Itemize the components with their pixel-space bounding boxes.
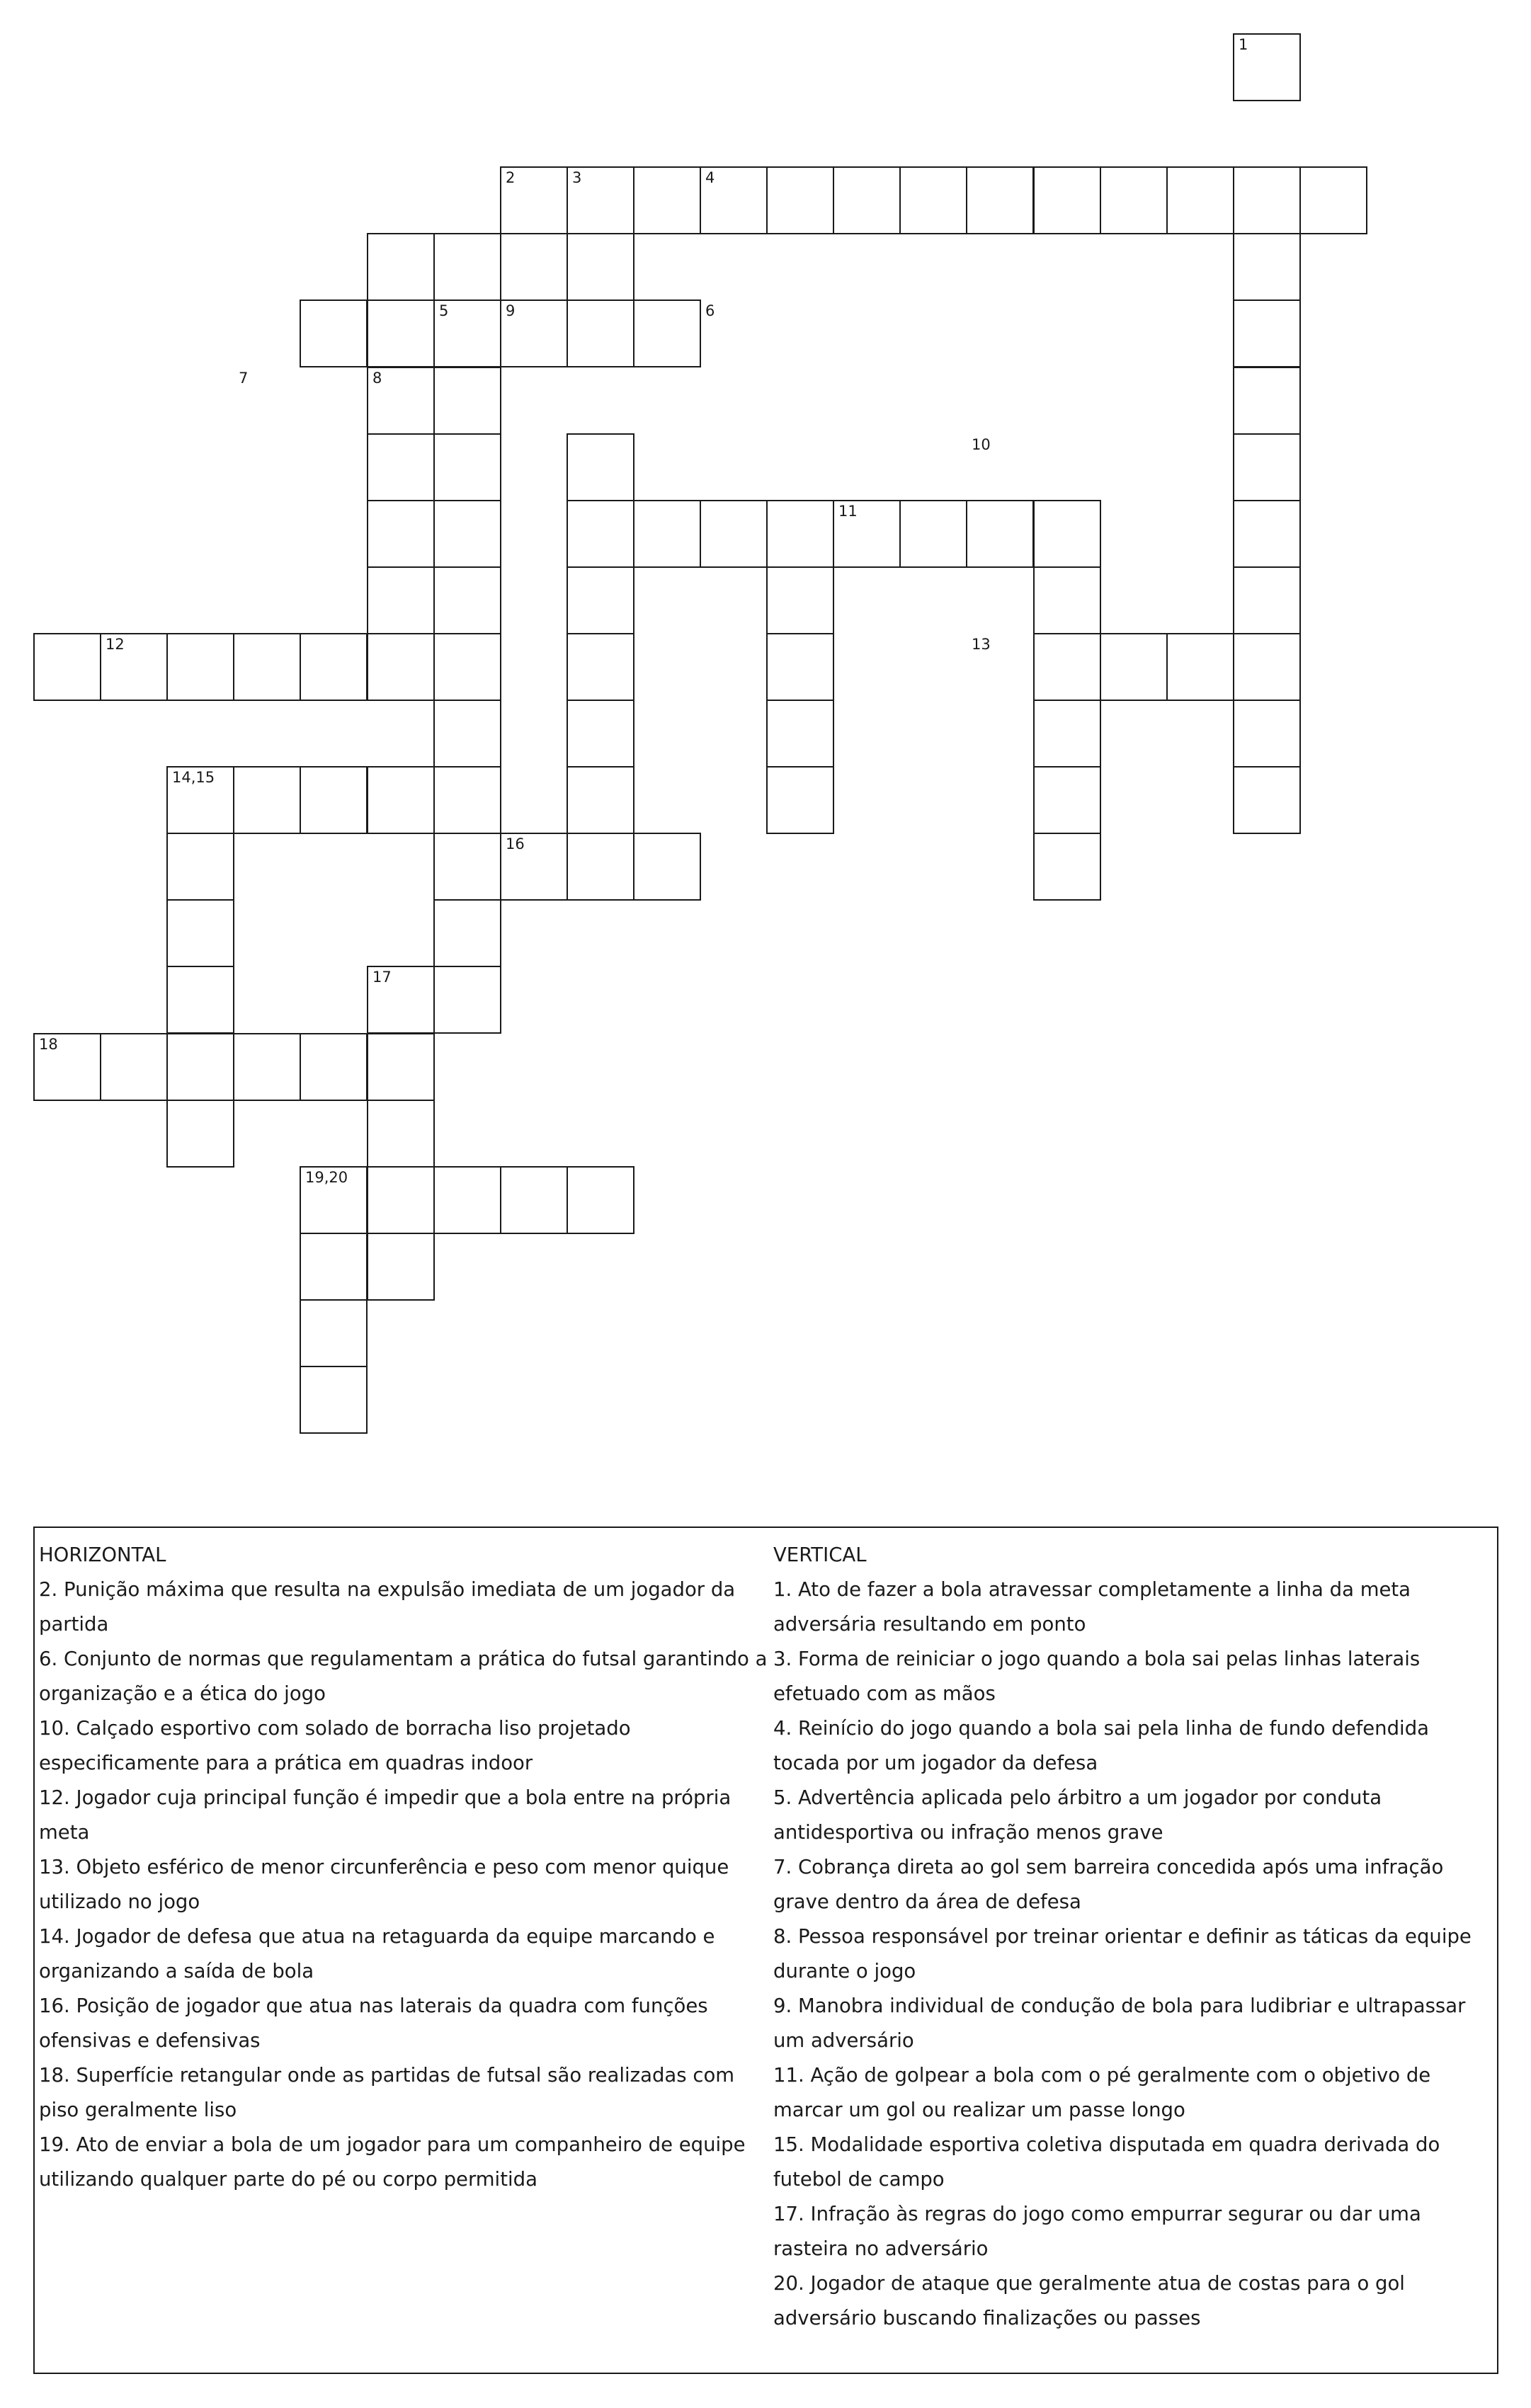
crossword-cell[interactable]	[633, 299, 701, 367]
crossword-cell[interactable]	[1033, 633, 1101, 701]
clue-h-19: 19. Ato de enviar a bola de um jogador para um companheiro de equipe utilizando qualquer parte do pé ou corpo permitida	[39, 2133, 746, 2191]
crossword-cell[interactable]	[766, 700, 834, 768]
crossword-cell[interactable]	[300, 1299, 368, 1367]
crossword-cell[interactable]	[567, 766, 634, 834]
crossword-cell[interactable]	[1233, 299, 1301, 367]
clue-number: 8	[372, 370, 382, 387]
clue-number: 2	[506, 169, 516, 186]
crossword-cell[interactable]	[433, 966, 501, 1034]
clue-number: 13	[972, 636, 991, 653]
crossword-cell[interactable]	[433, 566, 501, 634]
clue-number: 9	[506, 302, 516, 319]
crossword-cell[interactable]	[1166, 166, 1234, 234]
crossword-cell[interactable]	[433, 1166, 501, 1234]
crossword-cell[interactable]	[966, 166, 1034, 234]
horizontal-clues	[39, 1538, 768, 2197]
clue-v-1: 1. Ato de fazer a bola atravessar completamente a linha da meta adversária resultando em ponto	[773, 1578, 1411, 1636]
crossword-cell[interactable]	[1100, 633, 1168, 701]
crossword-cell[interactable]	[367, 500, 435, 568]
crossword-cell[interactable]	[1233, 700, 1301, 768]
crossword-cell[interactable]	[300, 1366, 368, 1434]
crossword-cell[interactable]	[367, 1166, 435, 1234]
crossword-cell[interactable]	[567, 1166, 634, 1234]
crossword-cell[interactable]	[367, 1033, 435, 1101]
crossword-cell[interactable]	[433, 500, 501, 568]
clue-number: 12	[106, 636, 125, 653]
crossword-cell[interactable]	[567, 500, 634, 568]
clue-h-12: 12. Jogador cuja principal função é impedir que a bola entre na própria meta	[39, 1786, 732, 1844]
crossword-cell[interactable]	[1233, 367, 1301, 435]
crossword-cell[interactable]	[766, 633, 834, 701]
crossword-cell[interactable]	[500, 1166, 568, 1234]
clue-number: 16	[506, 835, 525, 852]
crossword-cell[interactable]	[166, 899, 234, 967]
clue-v-15: 15. Modalidade esportiva coletiva disputada em quadra derivada do futebol de campo	[773, 2133, 1440, 2191]
crossword-cell[interactable]	[766, 500, 834, 568]
crossword-cell[interactable]	[1033, 500, 1101, 568]
crossword-cell[interactable]	[1233, 233, 1301, 301]
clue-number: 10	[972, 436, 991, 453]
crossword-cell[interactable]	[367, 766, 435, 834]
clue-v-11: 11. Ação de golpear a bola com o pé geralmente com o objetivo de marcar um gol ou realizar um passe longo	[773, 2064, 1431, 2121]
crossword-cell[interactable]	[899, 166, 967, 234]
clue-h-10: 10. Calçado esportivo com solado de borracha liso projetado especificamente para a prática em quadras indoor	[39, 1717, 631, 1774]
crossword-cell[interactable]	[433, 433, 501, 501]
crossword-cell[interactable]	[300, 299, 368, 367]
crossword-cell[interactable]	[633, 833, 701, 901]
crossword-cell[interactable]	[567, 433, 634, 501]
crossword-cell[interactable]	[233, 766, 301, 834]
crossword-cell[interactable]	[1233, 633, 1301, 701]
clue-number: 7	[239, 370, 249, 387]
crossword-cell[interactable]	[367, 1100, 435, 1168]
clue-number: 19,20	[305, 1169, 348, 1186]
crossword-cell[interactable]	[1100, 166, 1168, 234]
crossword-cell[interactable]	[1233, 566, 1301, 634]
crossword-cell[interactable]	[300, 766, 368, 834]
crossword-cell[interactable]	[567, 299, 634, 367]
crossword-cell[interactable]	[633, 500, 701, 568]
crossword-cell[interactable]	[433, 766, 501, 834]
horizontal-heading: HORIZONTAL	[39, 1543, 166, 1566]
crossword-cell[interactable]	[1233, 166, 1301, 234]
crossword-cell[interactable]	[567, 233, 634, 301]
clue-v-4: 4. Reinício do jogo quando a bola sai pela linha de fundo defendida tocada por um jogador da defesa	[773, 1717, 1430, 1774]
crossword-cell[interactable]	[166, 833, 234, 901]
clues-box	[33, 1527, 1498, 2374]
crossword-cell[interactable]	[766, 566, 834, 634]
clue-h-13: 13. Objeto esférico de menor circunferência e peso com menor quique utilizado no jogo	[39, 1856, 729, 1913]
clue-v-5: 5. Advertência aplicada pelo árbitro a um jogador por conduta antidesportiva ou infração menos grave	[773, 1786, 1382, 1844]
clue-h-18: 18. Superfície retangular onde as partidas de futsal são realizadas com piso geralmente liso	[39, 2064, 735, 2121]
crossword-cell[interactable]	[700, 500, 768, 568]
crossword-cell[interactable]	[166, 1033, 234, 1101]
crossword-cell[interactable]	[1233, 500, 1301, 568]
clue-v-3: 3. Forma de reiniciar o jogo quando a bola sai pelas linhas laterais efetuado com as mãos	[773, 1648, 1421, 1705]
crossword-cell[interactable]	[300, 1233, 368, 1301]
clue-v-20: 20. Jogador de ataque que geralmente atua de costas para o gol adversário buscando finalizações ou passes	[773, 2272, 1405, 2329]
crossword-cell[interactable]	[166, 966, 234, 1034]
crossword-cell[interactable]	[966, 500, 1034, 568]
crossword-cell[interactable]	[567, 833, 634, 901]
clue-h-14: 14. Jogador de defesa que atua na retaguarda da equipe marcando e organizando a saída de bola	[39, 1925, 715, 1982]
crossword-cell[interactable]	[367, 299, 435, 367]
clue-number: 17	[372, 969, 392, 986]
crossword-cell[interactable]	[433, 700, 501, 768]
clue-number: 4	[705, 169, 715, 186]
crossword-cell[interactable]	[433, 233, 501, 301]
crossword-cell[interactable]	[367, 433, 435, 501]
crossword-cell[interactable]	[33, 633, 101, 701]
crossword-cell[interactable]	[166, 1100, 234, 1168]
crossword-cell[interactable]	[1233, 433, 1301, 501]
clue-number: 11	[838, 503, 858, 520]
vertical-clues	[773, 1538, 1493, 2336]
crossword-cell[interactable]	[1299, 166, 1367, 234]
crossword-cell[interactable]	[433, 633, 501, 701]
clue-v-17: 17. Infração às regras do jogo como empurrar segurar ou dar uma rasteira no adversário	[773, 2203, 1421, 2260]
crossword-cell[interactable]	[367, 233, 435, 301]
crossword-cell[interactable]	[766, 766, 834, 834]
crossword-cell[interactable]	[166, 633, 234, 701]
crossword-cell[interactable]	[367, 1233, 435, 1301]
crossword-cell[interactable]	[899, 500, 967, 568]
crossword-cell[interactable]	[433, 367, 501, 435]
crossword-cell[interactable]	[833, 166, 901, 234]
crossword-cell[interactable]	[300, 633, 368, 701]
crossword-cell[interactable]	[433, 899, 501, 967]
crossword-cell[interactable]	[1033, 166, 1101, 234]
crossword-cell[interactable]	[633, 166, 701, 234]
crossword-cell[interactable]	[1233, 766, 1301, 834]
clue-v-8: 8. Pessoa responsável por treinar orientar e definir as táticas da equipe durante o jogo	[773, 1925, 1472, 1982]
clue-number: 5	[439, 302, 449, 319]
clue-number: 14,15	[172, 769, 215, 786]
crossword-cell[interactable]	[1033, 566, 1101, 634]
crossword-cell[interactable]	[100, 1033, 168, 1101]
crossword-cell[interactable]	[1033, 766, 1101, 834]
crossword-cell[interactable]	[433, 833, 501, 901]
clue-h-6: 6. Conjunto de normas que regulamentam a prática do futsal garantindo a organização e a ética do jogo	[39, 1648, 768, 1705]
crossword-cell[interactable]	[233, 1033, 301, 1101]
crossword-cell[interactable]	[567, 566, 634, 634]
clue-v-9: 9. Manobra individual de condução de bola para ludibriar e ultrapassar um adversário	[773, 1995, 1466, 2052]
crossword-cell[interactable]	[567, 633, 634, 701]
clue-number: 18	[39, 1036, 58, 1053]
crossword-cell[interactable]	[367, 566, 435, 634]
crossword-cell[interactable]	[1033, 700, 1101, 768]
vertical-heading: VERTICAL	[773, 1543, 867, 1566]
clue-number: 6	[705, 302, 715, 319]
crossword-cell[interactable]	[766, 166, 834, 234]
clue-number: 1	[1239, 36, 1248, 53]
crossword-cell[interactable]	[1166, 633, 1234, 701]
clue-v-7: 7. Cobrança direta ao gol sem barreira concedida após uma infração grave dentro da área de defesa	[773, 1856, 1444, 1913]
crossword-cell[interactable]	[233, 633, 301, 701]
crossword-cell[interactable]	[367, 633, 435, 701]
clue-h-2: 2. Punição máxima que resulta na expulsão imediata de um jogador da partida	[39, 1578, 736, 1636]
crossword-cell[interactable]	[1033, 833, 1101, 901]
clue-h-16: 16. Posição de jogador que atua nas laterais da quadra com funções ofensivas e defensivas	[39, 1995, 708, 2052]
crossword-cell[interactable]	[300, 1033, 368, 1101]
clue-number: 3	[572, 169, 582, 186]
crossword-cell[interactable]	[567, 700, 634, 768]
